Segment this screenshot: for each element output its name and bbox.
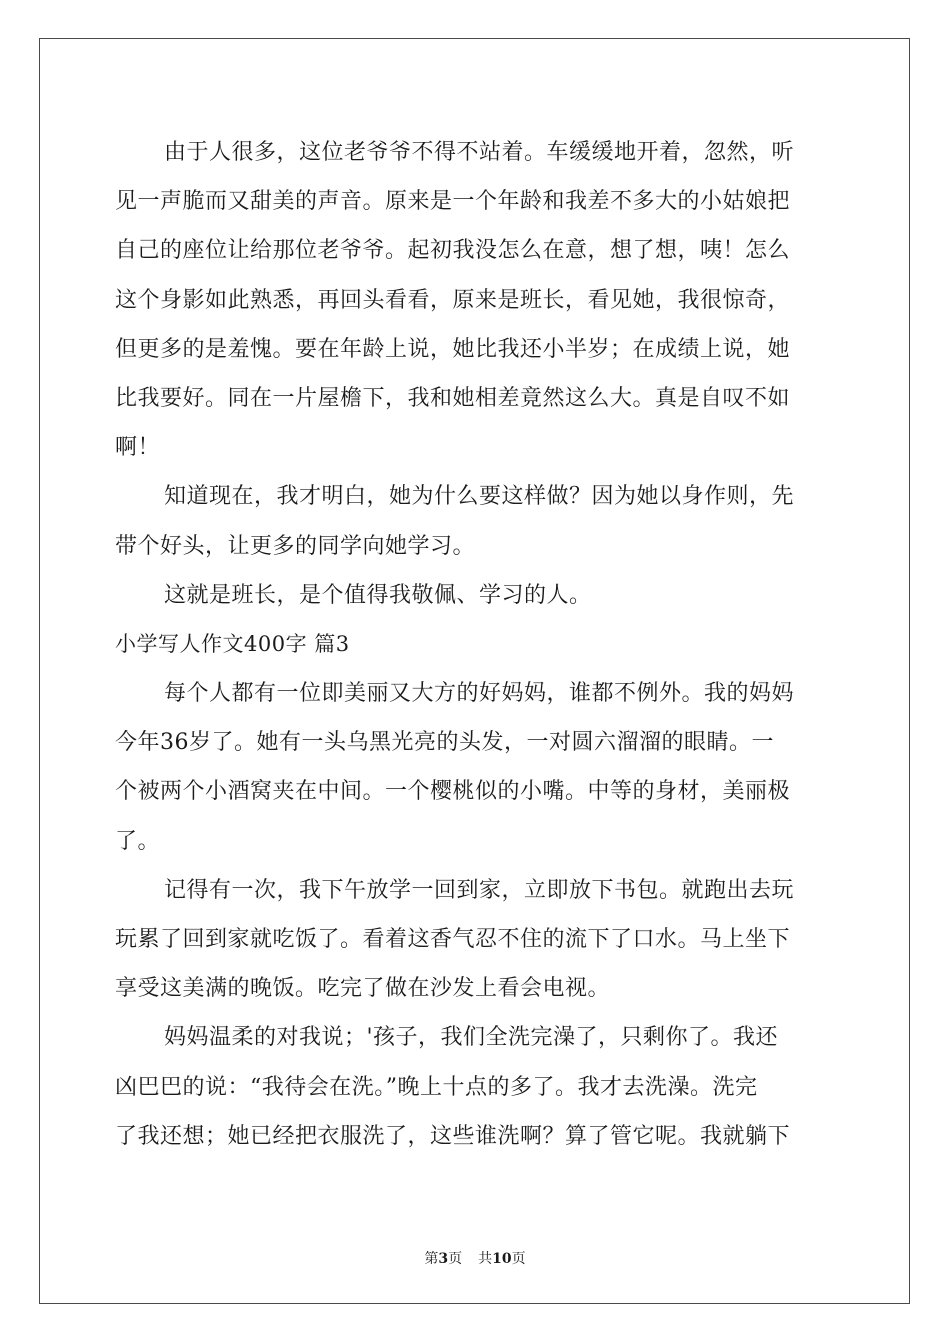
total-page-number: 10 bbox=[492, 1251, 512, 1267]
paragraph-line: 自己的座位让给那位老爷爷。起初我没怎么在意，想了想，咦！怎么 bbox=[115, 238, 791, 264]
paragraph-line: 见一声脆而又甜美的声音。原来是一个年龄和我差不多大的小姑娘把 bbox=[115, 189, 791, 215]
paragraph-line: 这个身影如此熟悉，再回头看看，原来是班长，看见她，我很惊奇， bbox=[115, 287, 791, 313]
current-page-number: 3 bbox=[438, 1251, 449, 1267]
paragraph-line: 玩累了回到家就吃饭了。看着这香气忍不住的流下了口水。马上坐下 bbox=[115, 927, 791, 952]
paragraph-line: 每个人都有一位即美丽又大方的好妈妈，谁都不例外。我的妈妈 bbox=[164, 681, 795, 707]
paragraph-line: 个被两个小酒窝夹在中间。一个樱桃似的小嘴。中等的身材，美丽极 bbox=[115, 779, 791, 805]
paragraph-line: 了。 bbox=[115, 828, 161, 854]
page-unit: 页 bbox=[448, 1251, 463, 1267]
total-prefix: 共 bbox=[478, 1251, 493, 1267]
paragraph-line: 了我还想；她已经把衣服洗了，这些谁洗啊？算了管它呢。我就躺下 bbox=[115, 1123, 791, 1149]
paragraph-line: 妈妈温柔的对我说；'孩子，我们全洗完澡了，只剩你了。我还 bbox=[164, 1025, 779, 1051]
page-prefix: 第 bbox=[424, 1251, 439, 1267]
paragraph-line: 由于人很多，这位老爷爷不得不站着。车缓缓地开着，忽然，听 bbox=[164, 140, 795, 165]
paragraph-line: 但更多的是羞愧。要在年龄上说，她比我还小半岁；在成绩上说，她 bbox=[115, 336, 791, 362]
paragraph-line: 比我要好。同在一片屋檐下，我和她相差竟然这么大。真是自叹不如 bbox=[115, 385, 791, 411]
document-body bbox=[115, 128, 835, 1161]
paragraph-line: 享受这美满的晚饭。吃完了做在沙发上看会电视。 bbox=[115, 976, 611, 1002]
paragraph-line: 带个好头，让更多的同学向她学习。 bbox=[115, 533, 476, 559]
paragraph-line: 知道现在，我才明白，她为什么要这样做？因为她以身作则，先 bbox=[164, 484, 795, 510]
paragraph-line: 啊！ bbox=[115, 435, 161, 461]
paragraph-line: 这就是班长，是个值得我敬佩、学习的人。 bbox=[164, 582, 592, 608]
section-heading: 小学写人作文400字 篇3 bbox=[115, 631, 350, 656]
total-unit: 页 bbox=[511, 1251, 526, 1267]
paragraph-line: 凶巴巴的说：“我待会在洗。”晚上十点的多了。我才去洗澡。洗完 bbox=[115, 1074, 758, 1100]
paragraph-line: 记得有一次，我下午放学一回到家，立即放下书包。就跑出去玩 bbox=[164, 877, 795, 903]
paragraph-line: 今年36岁了。她有一头乌黑光亮的头发，一对圆六溜溜的眼睛。一 bbox=[115, 730, 774, 756]
page-footer bbox=[0, 1248, 950, 1268]
